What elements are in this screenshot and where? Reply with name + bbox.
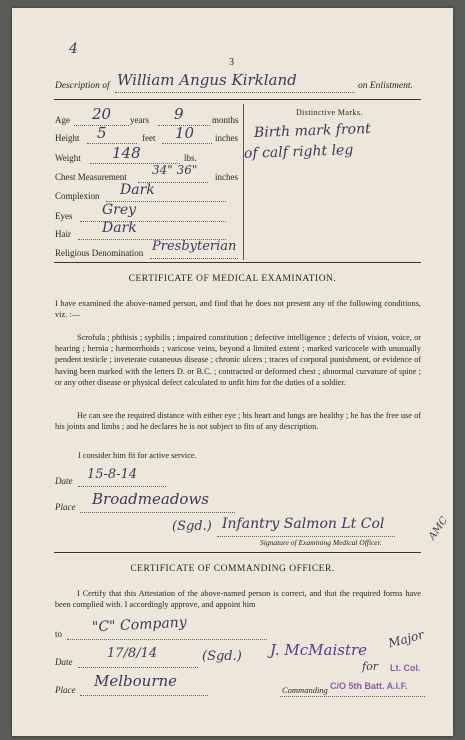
- medical-signed-mark: (Sgd.): [172, 519, 212, 534]
- height-inches: 10: [175, 124, 195, 142]
- distinctive-marks-line2: of calf right leg: [243, 142, 354, 162]
- recruit-name: William Angus Kirkland: [117, 71, 297, 89]
- distinctive-marks-title: Distinctive Marks.: [296, 108, 363, 117]
- commanding-company: "C" Company: [91, 614, 188, 636]
- age-years: 20: [92, 105, 112, 123]
- inches-label: inches: [215, 133, 238, 143]
- chest-inches-label: inches: [215, 172, 238, 182]
- complexion-value: Dark: [120, 182, 155, 198]
- commanding-certificate-title: CERTIFICATE OF COMMANDING OFFICER.: [130, 564, 335, 574]
- hair-value: Dark: [102, 220, 137, 236]
- medical-para2: He can see the required distance with either eye ; his heart and lungs are healthy ; he has the free use of his joints and limbs ; and he declares he is not subject to fits of any description.: [55, 411, 421, 432]
- description-suffix: on Enlistment.: [358, 81, 413, 91]
- commanding-rank: Major: [386, 627, 426, 651]
- commanding-signed-mark: (Sgd.): [202, 649, 242, 664]
- corner-mark: 4: [69, 41, 78, 57]
- commanding-date-value: 17/8/14: [107, 646, 158, 661]
- commanding-date-label: Date: [55, 657, 73, 667]
- commanding-to-label: to: [55, 629, 63, 639]
- medical-signature-caption: Signature of Examining Medical Officer.: [260, 538, 382, 547]
- age-months: 9: [174, 105, 184, 123]
- section-divider: [54, 99, 421, 100]
- section-divider: [54, 552, 421, 553]
- medical-signature-note: AMC: [426, 515, 451, 542]
- commanding-text: I Certify that this Attestation of the above-named person is correct, and that the required forms have been complied with. I accordingly approve, and appoint him: [55, 589, 421, 610]
- stamp-unit: C/O 5th Batt. A.I.F.: [330, 681, 408, 691]
- age-label: Age: [55, 115, 70, 125]
- medical-place-value: Broadmeadows: [92, 490, 209, 508]
- attestation-page: [12, 8, 453, 736]
- months-label: months: [212, 115, 239, 125]
- height-label: Height: [55, 133, 80, 143]
- medical-certificate-title: CERTIFICATE OF MEDICAL EXAMINATION.: [128, 274, 337, 284]
- eyes-label: Eyes: [55, 211, 73, 221]
- commanding-label: Commanding: [282, 685, 328, 695]
- description-prefix: Description of: [55, 81, 110, 91]
- medical-fit-statement: I consider him fit for active service.: [78, 451, 197, 460]
- chest-value: 34" 36": [152, 163, 198, 177]
- medical-intro: I have examined the above-named person, and find that he does not present any of the following conditions, viz. :—: [55, 299, 421, 320]
- column-divider: [243, 104, 244, 260]
- religion-label: Religious Denomination: [55, 248, 144, 258]
- commanding-place-label: Place: [55, 685, 76, 695]
- section-divider: [54, 262, 421, 263]
- feet-label: feet: [142, 133, 156, 143]
- complexion-label: Complexion: [55, 191, 100, 201]
- commanding-officer-signature: J. McMaistre: [270, 641, 368, 659]
- stamp-rank: Lt. Col.: [390, 663, 421, 673]
- eyes-value: Grey: [102, 202, 137, 218]
- religion-value: Presbyterian: [152, 239, 237, 254]
- chest-label: Chest Measurement: [55, 172, 127, 182]
- lbs-label: lbs.: [184, 153, 197, 163]
- medical-officer-signature: Infantry Salmon Lt Col: [222, 516, 385, 532]
- medical-date-value: 15-8-14: [87, 467, 138, 482]
- years-label: years: [130, 115, 149, 125]
- commanding-place-value: Melbourne: [94, 672, 178, 690]
- height-feet: 5: [97, 124, 107, 142]
- distinctive-marks-line1: Birth mark front: [253, 120, 371, 142]
- hair-label: Hair: [55, 229, 71, 239]
- medical-conditions: Scrofula ; phthisis ; syphilis ; impaired constitution ; defective intelligence ; defects of vision, voice, or hearing ; hernia ; hæmorrhoids ; varicose veins, beyond a limited extent ; marked varicocele with unusually pendent testicle ; inveterate cutaneous disease ; chronic ulcers ; traces of corporal punishment, or evidence of having been marked with the letters D. or B.C. ; contracted or deformed chest ; abnormal curvature of spine ; or any other disease or physical defect calculated to unfit him for the duties of a soldier.: [55, 333, 421, 387]
- commanding-for-mark: for: [362, 660, 378, 673]
- weight-value: 148: [112, 144, 141, 162]
- medical-date-label: Date: [55, 476, 73, 486]
- page-number: 3: [229, 57, 234, 68]
- weight-label: Weight: [55, 153, 81, 163]
- medical-place-label: Place: [55, 502, 76, 512]
